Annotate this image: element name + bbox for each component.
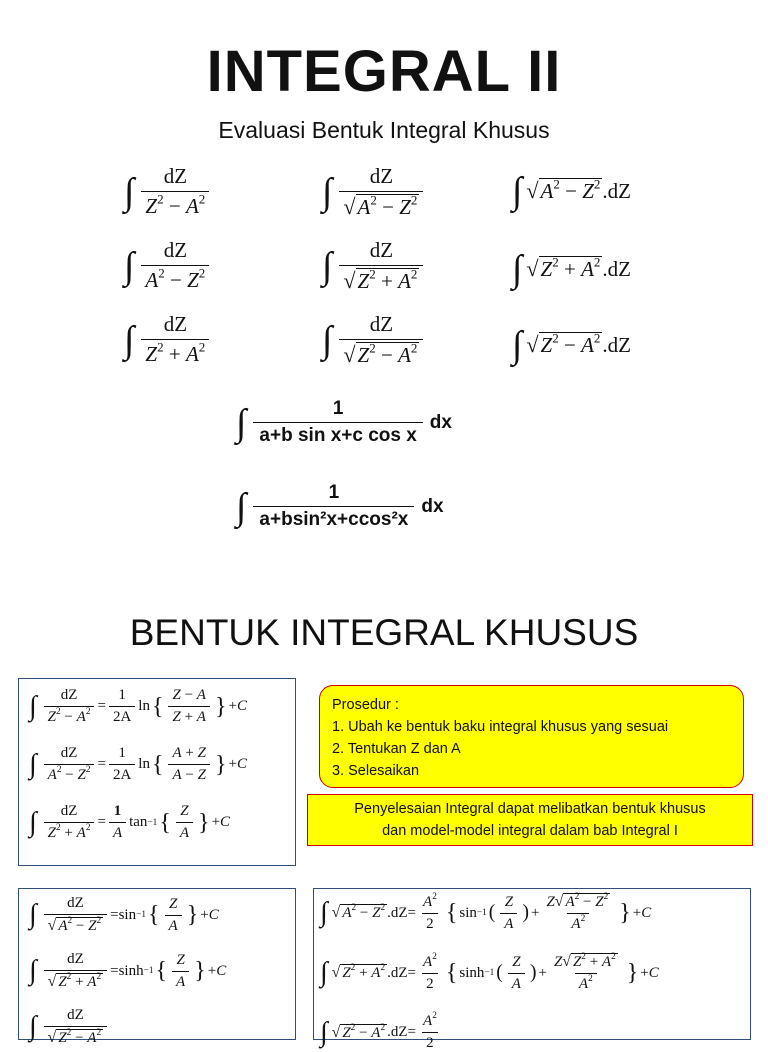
integral-form-z2-plus-a2: ∫ $\frac{dZ}{Z^2 + A^2}$ [124, 312, 212, 367]
formula-sqrt-z2-plus-a2: ∫ √ $Z^2 + A^2$ . dZ = $\frac{A^2}{2}$ { sinh −1 ( $\frac{Z}{A}$ ) + Z √ $Z^2 + A^2$ $A^2$ } + C [320, 951, 659, 992]
integral-trig-linear: ∫ $\frac{1}{\text{a+b sin x+c cos x}}$ dx [236, 398, 452, 446]
formula-inv-sqrt-a2-minus-z2: ∫ dZ √ $A^2 - Z^2$ = sin −1 { $\frac{Z}{A}$ } + C [29, 895, 219, 934]
integral-form-a2-minus-z2: ∫ $\frac{dZ}{A^2 - Z^2}$ [124, 238, 212, 293]
note-box [307, 794, 753, 846]
formula-box-sqrt [313, 888, 751, 1051]
integral-form-sqrt-a2-minus-z2: ∫ √ $A^2 - Z^2$ . dZ [512, 170, 631, 212]
page-subtitle: Evaluasi Bentuk Integral Khusus [218, 117, 550, 143]
formula-z2-minus-a2: ∫ $\frac{dZ}{Z^2 - A^2}$ = $\frac{1}{2A}$ ln { $\frac{Z - A}{Z + A}$ } + C [29, 687, 247, 725]
page-title: INTEGRAL II [206, 39, 562, 104]
procedure-step-3: 3. Selesaikan [332, 763, 420, 779]
formula-box-rational [18, 678, 296, 866]
integral-form-inv-sqrt-z2-plus-a2: ∫ dZ √ $Z^2 + A^2$ [322, 238, 426, 294]
integral-form-inv-sqrt-a2-minus-z2: ∫ dZ √ $A^2 - Z^2$ [322, 164, 426, 220]
section-title: BENTUK INTEGRAL KHUSUS [129, 612, 639, 653]
integral-form-sqrt-z2-minus-a2: ∫ √ $Z^2 - A^2$ . dZ [512, 324, 631, 366]
formula-box-inverse-sqrt [18, 888, 296, 1046]
integral-form-sqrt-z2-plus-a2: ∫ √ $Z^2 + A^2$ . dZ [512, 248, 631, 290]
formula-sqrt-a2-minus-z2: ∫ √ $A^2 - Z^2$ . dZ = $\frac{A^2}{2}$ { sin −1 ( $\frac{Z}{A}$ ) + Z √ $A^2 - Z^2$ $A^2$ } + C [320, 891, 652, 932]
integral-trig-squared: ∫ $\frac{1}{\text{a+bsin²x+ccos²x}}$ dx [236, 482, 444, 530]
integral-form-inv-sqrt-z2-minus-a2: ∫ dZ √ $Z^2 - A^2$ [322, 312, 426, 368]
procedure-box [319, 685, 744, 788]
integral-form-z2-minus-a2: ∫ $\frac{dZ}{Z^2 - A^2}$ [124, 164, 212, 219]
formula-z2-plus-a2: ∫ $\frac{dZ}{Z^2 + A^2}$ = $\frac{1}{A}$ tan −1 { $\frac{Z}{A}$ } + C [29, 803, 231, 841]
formula-inv-sqrt-z2-minus-a2: ∫ dZ √ $Z^2 - A^2$ [29, 1007, 110, 1047]
procedure-heading: Prosedur : [332, 697, 399, 713]
formula-inv-sqrt-z2-plus-a2: ∫ dZ √ $Z^2 + A^2$ = sinh −1 { $\frac{Z}{A}$ } + C [29, 951, 227, 990]
procedure-step-1: 1. Ubah ke bentuk baku integral khusus yang sesuai [332, 719, 669, 735]
note-line-2: dan model-model integral dalam bab Integral I [382, 823, 678, 839]
formula-sqrt-z2-minus-a2: ∫ √ $Z^2 - A^2$ . dZ = $\frac{A^2}{2}$ [320, 1011, 437, 1051]
procedure-step-2: 2. Tentukan Z dan A [332, 741, 461, 757]
formula-a2-minus-z2: ∫ $\frac{dZ}{A^2 - Z^2}$ = $\frac{1}{2A}$ ln { $\frac{A + Z}{A - Z}$ } + C [29, 745, 247, 783]
note-line-1: Penyelesaian Integral dapat melibatkan bentuk khusus [354, 801, 706, 817]
